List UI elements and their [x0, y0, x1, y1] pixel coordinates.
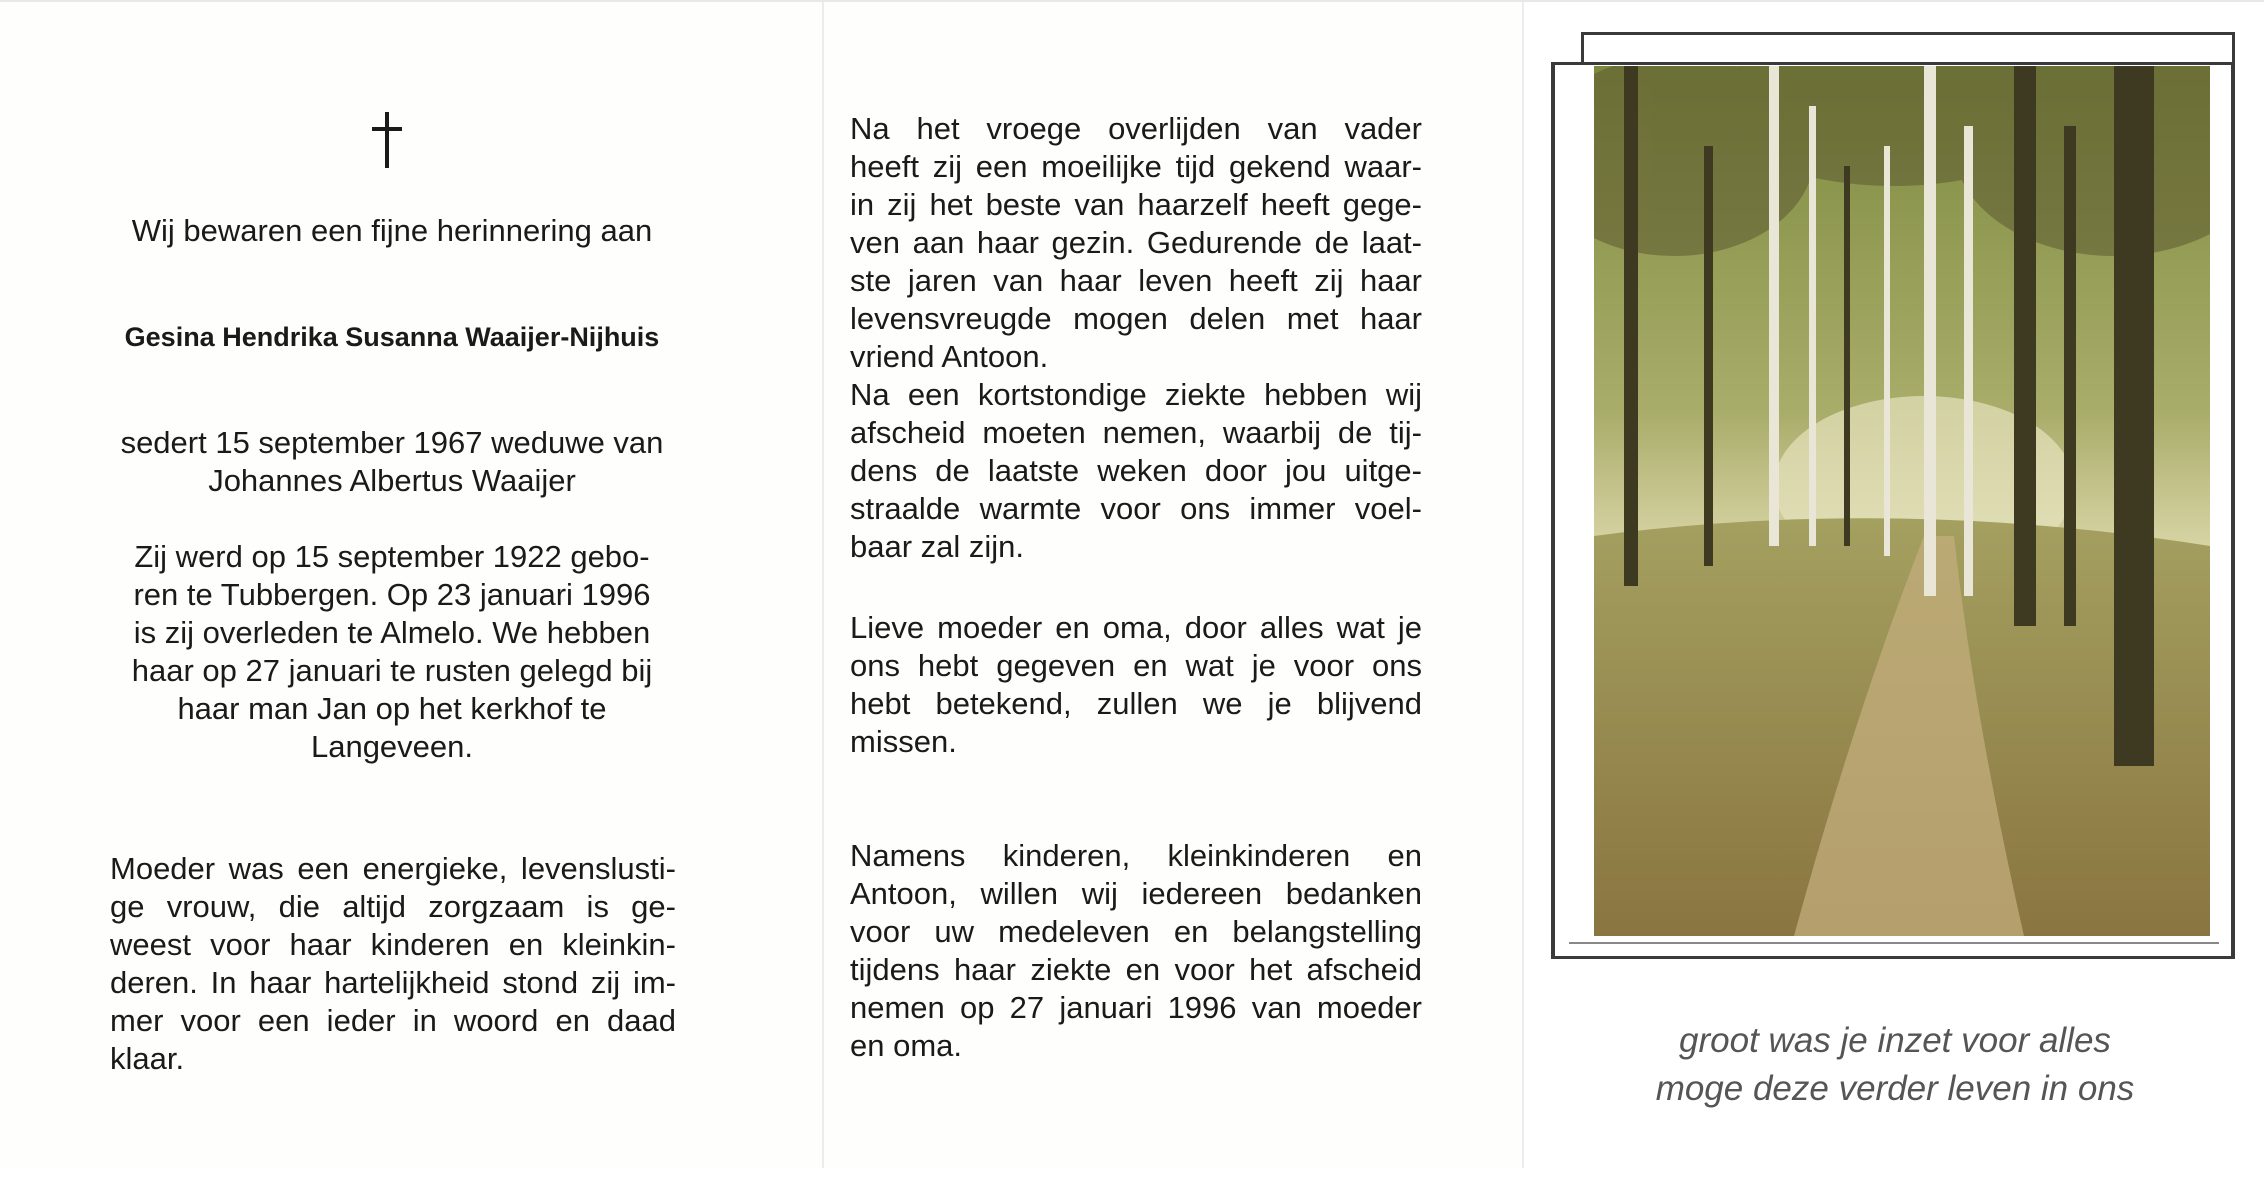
paragraph-line: missen. — [850, 724, 957, 759]
forest-path-photo — [1594, 66, 2210, 936]
paragraph-line: deren. In haar hartelijkheid stond zij im- — [110, 965, 676, 1000]
paragraph-line: vriend Antoon. — [850, 339, 1049, 374]
paragraph-line: ven aan haar gezin. Gedurende de laat- — [850, 225, 1422, 260]
paragraph-line: levensvreugde mogen delen met haar — [850, 301, 1422, 336]
character-paragraph — [110, 850, 676, 1078]
paragraph-line: Na een kortstondige ziekte hebben wij — [850, 377, 1422, 412]
paragraph-line: baar zal zijn. — [850, 529, 1025, 564]
paragraph-line: weest voor haar kinderen en kleinkin- — [110, 927, 676, 962]
paragraph-line: Moeder was een energieke, levenslusti- — [110, 851, 676, 886]
caption-line: moge deze verder leven in ons — [1655, 1069, 2135, 1108]
bio-line: Zij werd op 15 september 1922 gebo- — [134, 539, 650, 574]
paragraph-line: voor uw medeleven en belangstelling — [850, 914, 1422, 949]
paragraph-line: klaar. — [110, 1041, 185, 1076]
paragraph-line: tijdens haar ziekte en voor het afscheid — [850, 952, 1422, 987]
paragraph-line: ste jaren van haar leven heeft zij haar — [850, 263, 1422, 298]
paragraph-line: mer voor een ieder in woord en daad — [110, 1003, 676, 1038]
paragraph-line: straalde warmte voor ons immer voel- — [850, 491, 1422, 526]
paragraph-line: heeft zij een moeilijke tijd gekend waar- — [850, 149, 1422, 184]
paragraph-line: hebt betekend, zullen we je blijvend — [850, 686, 1422, 721]
paragraph-line: in zij het beste van haarzelf heeft gege- — [850, 187, 1422, 222]
caption-line: groot was je inzet voor alles — [1679, 1021, 2111, 1060]
bio-line: haar man Jan op het kerkhof te — [177, 691, 607, 726]
intro-text: Wij bewaren een fijne herinnering aan — [131, 213, 653, 248]
paragraph-line: afscheid moeten nemen, waarbij de tij- — [850, 415, 1422, 450]
widow-line: Johannes Albertus Waaijer — [208, 463, 576, 498]
paragraph-line: Antoon, willen wij iedereen bedanken — [850, 876, 1422, 911]
bio-line: Langeveen. — [310, 729, 474, 764]
top-edge — [0, 0, 2264, 2]
bio-line: ren te Tubbergen. Op 23 januari 1996 — [133, 577, 651, 612]
widow-line: sedert 15 september 1967 weduwe van — [120, 425, 664, 460]
bio-line: haar op 27 januari te rusten gelegd bij — [131, 653, 653, 688]
paragraph-line: en oma. — [850, 1028, 963, 1063]
paragraph-line: Na het vroege overlijden van vader — [850, 111, 1422, 146]
paragraph-line: dens de laatste weken door jou uitge- — [850, 453, 1422, 488]
farewell-paragraph — [850, 609, 1422, 761]
fold-line — [1522, 0, 1524, 1200]
bottom-edge — [0, 1168, 2264, 1200]
paragraph-line: nemen op 27 januari 1996 van moeder — [850, 990, 1422, 1025]
fold-line — [822, 0, 824, 1200]
cross-icon — [372, 112, 402, 168]
memory-paragraph — [850, 110, 1422, 566]
paragraph-line: Namens kinderen, kleinkinderen en — [850, 838, 1422, 873]
paragraph-line: ge vrouw, die altijd zorgzaam is ge- — [110, 889, 676, 924]
deceased-name: Gesina Hendrika Susanna Waaijer-Nijhuis — [124, 322, 660, 352]
bio-line: is zij overleden te Almelo. We hebben — [133, 615, 651, 650]
thanks-paragraph — [850, 837, 1422, 1065]
paragraph-line: Lieve moeder en oma, door alles wat je — [850, 610, 1422, 645]
paragraph-line: ons hebt gegeven en wat je voor ons — [850, 648, 1422, 683]
